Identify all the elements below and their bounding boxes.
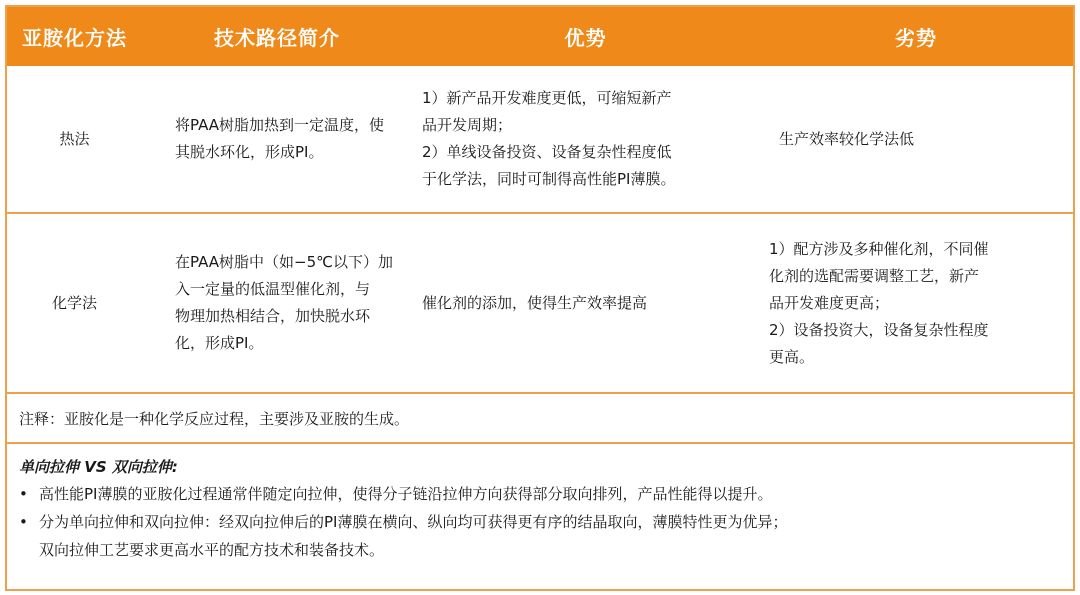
header-disadvantage: 劣势 xyxy=(895,26,937,50)
footnote: 注释：亚胺化是一种化学反应过程，主要涉及亚胺的生成。 xyxy=(7,394,1073,444)
disadvantage-line: 1）配方涉及多种催化剂，不同催 xyxy=(769,239,989,258)
disadvantage-line: 品开发难度更高； xyxy=(769,293,890,312)
disadvantage-line: 化剂的选配需要调整工艺，新产 xyxy=(769,266,980,285)
table-header xyxy=(7,7,1073,66)
header-method: 亚胺化方法 xyxy=(22,26,127,50)
bullet-line: 分为单向拉伸和双向拉伸：经双向拉伸后的PI薄膜在横向、纵向均可获得更有序的结晶取向，薄膜特性更为优异； xyxy=(39,513,788,531)
stretch-notes xyxy=(7,444,1073,564)
advantage-line: 品开发周期； xyxy=(422,116,513,134)
advantage-line: 1）新产品开发难度更低，可缩短新产 xyxy=(422,89,672,107)
disadvantage-line: 2）设备投资大，设备复杂性程度 xyxy=(769,320,989,339)
comparison-table xyxy=(5,5,1075,591)
disadvantage-cell xyxy=(759,214,1073,392)
bullet-icon: • xyxy=(19,513,28,531)
disadvantage-line: 更高。 xyxy=(769,347,815,366)
intro-line: 入一定量的低温型催化剂，与 xyxy=(175,280,371,298)
intro-cell xyxy=(142,214,412,392)
header-advantage: 优势 xyxy=(564,26,607,50)
list-item xyxy=(19,480,1061,508)
bullet-line: 双向拉伸工艺要求更高水平的配方技术和装备技术。 xyxy=(39,541,385,559)
bullet-text xyxy=(39,508,1061,564)
table-row xyxy=(7,66,1073,214)
advantage-cell xyxy=(412,66,759,212)
advantage-cell xyxy=(412,214,759,392)
intro-line: 其脱水环化，形成PI。 xyxy=(175,143,324,161)
header-intro: 技术路径简介 xyxy=(214,26,340,50)
intro-line: 将PAA树脂加热到一定温度，使 xyxy=(175,116,385,134)
bullet-text: 高性能PI薄膜的亚胺化过程通常伴随定向拉伸，使得分子链沿拉伸方向获得部分取向排列，产品性能得以提升。 xyxy=(39,485,773,503)
list-item xyxy=(19,508,1061,564)
method-cell: 化学法 xyxy=(51,293,97,312)
stretch-title: 单向拉伸 VS 双向拉伸: xyxy=(19,458,178,476)
intro-cell xyxy=(142,66,412,212)
advantage-line: 于化学法，同时可制得高性能PI薄膜。 xyxy=(422,170,676,188)
intro-line: 在PAA树脂中（如−5℃以下）加 xyxy=(175,253,393,271)
method-cell: 热法 xyxy=(59,129,90,148)
intro-line: 物理加热相结合，加快脱水环 xyxy=(175,307,371,325)
disadvantage-cell xyxy=(759,66,1073,212)
advantage-line: 2）单线设备投资、设备复杂性程度低 xyxy=(422,143,672,161)
table-row xyxy=(7,214,1073,394)
disadvantage-line: 生产效率较化学法低 xyxy=(779,129,915,148)
intro-line: 化，形成PI。 xyxy=(175,334,264,352)
advantage-line: 催化剂的添加，使得生产效率提高 xyxy=(422,293,648,312)
bullet-icon: • xyxy=(19,485,28,503)
